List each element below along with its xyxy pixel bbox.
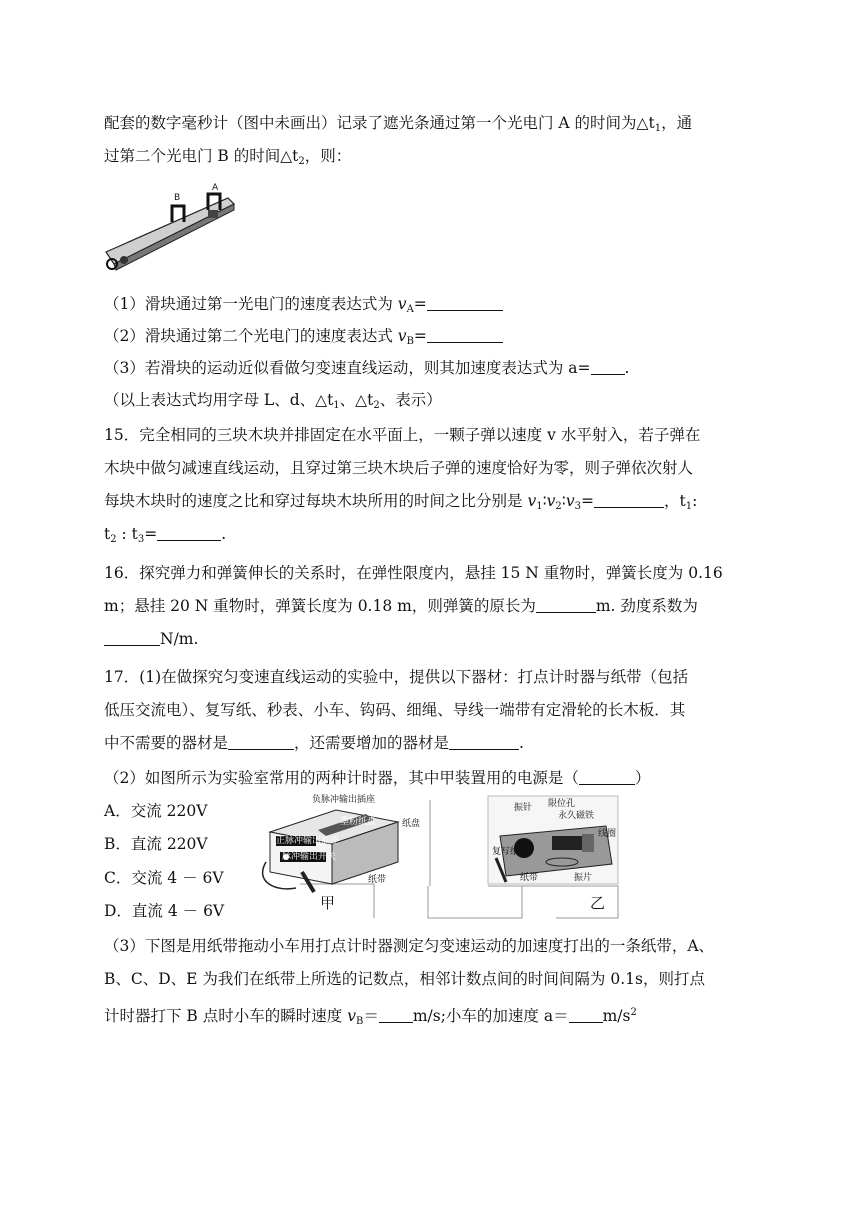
q14-part-3: （3）若滑块的运动近似看做匀变速直线运动，则其加速度表达式为 a= . bbox=[104, 359, 630, 377]
label-coil: 线圈 bbox=[598, 829, 617, 839]
timers-figure bbox=[256, 792, 628, 920]
label-pos-pulse: 正脉冲输出插座 bbox=[276, 836, 340, 846]
label-vibrating-plate: 振片 bbox=[574, 873, 593, 883]
intro-line-1: 配套的数字毫秒计（图中未画出）记录了遮光条通过第一个光电门 A 的时间为$\triangle t_1$，通 bbox=[104, 114, 693, 134]
label-vibrating-needle: 振针 bbox=[514, 803, 533, 813]
q16-line-1: 16．探究弹力和弹簧伸长的关系时，在弹性限度内，悬挂 15 N 重物时，弹簧长度为 0.16 bbox=[104, 564, 723, 582]
option-b[interactable]: B．直流 220V bbox=[104, 835, 208, 853]
q14-part-1: （1）滑块通过第一光电门的速度表达式为 $v_A=$ bbox=[104, 294, 503, 320]
q14-note: （以上表达式均用字母 L、d、$\triangle t_1$、$\triangle t_2$、表示） bbox=[104, 391, 442, 411]
q17-line-2: 低压交流电）、复写纸、秒表、小车、钩码、细绳、导线一端带有定滑轮的长木板．其 bbox=[104, 701, 686, 719]
q15-line-3: 每块木块时的速度之比和穿过每块木块所用的时间之比分别是 $v_1∶v_2∶v_3=$ ，$t_1$: bbox=[104, 492, 698, 512]
label-toner-disc: 墨粉纸盘 bbox=[340, 817, 377, 827]
label-carbon-paper: 复写纸 bbox=[492, 847, 520, 857]
q17-part-3-line-3: 计时器打下 B 点时小车的瞬时速度 $v_B= m/s$;小车的加速度 $a= m/s^2$ bbox=[104, 1007, 637, 1027]
label-tape-yi: 纸带 bbox=[520, 873, 539, 883]
q16-line-2: m；悬挂 20 N 重物时，弹簧长度为 0.18 m，则弹簧的原长为 m. 劲度系数为 bbox=[104, 597, 698, 615]
q17-part-3-line-2: B、C、D、E 为我们在纸带上所选的记数点，相邻计数点间的时间间隔为 0.1s，则打点 bbox=[104, 970, 705, 988]
answer-blank[interactable] bbox=[579, 770, 635, 785]
answer-blank[interactable] bbox=[228, 735, 294, 750]
label-paper-disc: 纸盘 bbox=[402, 819, 421, 829]
label-neg-pulse: 负脉冲输出插座 bbox=[312, 795, 376, 805]
q15-line-4: $t_2$ : $t_3=$ . bbox=[104, 525, 227, 545]
answer-blank[interactable] bbox=[594, 493, 664, 508]
answer-blank[interactable] bbox=[427, 328, 503, 343]
q17-line-3: 中不需要的器材是 ，还需要增加的器材是 . bbox=[104, 734, 524, 752]
q17-line-1: 17．(1)在做探究匀变速直线运动的实验中，提供以下器材：打点计时器与纸带（包括 bbox=[104, 668, 689, 686]
answer-blank[interactable] bbox=[591, 360, 625, 375]
answer-blank[interactable] bbox=[536, 598, 596, 613]
q15-line-2: 木块中做匀减速直线运动，且穿过第三块木块后子弹的速度恰好为零，则子弹依次射人 bbox=[104, 459, 694, 477]
q14-part-2: （2）滑块通过第二个光电门的速度表达式 $v_B=$ bbox=[104, 326, 503, 352]
label-magnet: 永久磁铁 bbox=[558, 811, 595, 821]
option-a[interactable]: A．交流 220V bbox=[104, 802, 208, 820]
option-c[interactable]: C．交流 4 － 6V bbox=[104, 869, 224, 887]
label-jia: 甲 bbox=[320, 894, 336, 912]
q16-line-3: N/m. bbox=[104, 629, 198, 649]
option-d[interactable]: D．直流 4 － 6V bbox=[104, 902, 225, 920]
timer-yi bbox=[488, 796, 618, 884]
q17-part-3-line-1: （3）下图是用纸带拖动小车用打点计时器测定匀变速运动的加速度打出的一条纸带，A、 bbox=[104, 937, 715, 955]
answer-blank[interactable] bbox=[157, 526, 221, 541]
answer-blank[interactable] bbox=[427, 296, 503, 311]
air-track-figure bbox=[102, 180, 236, 274]
intro-line-2: 过第二个光电门 B 的时间$\triangle t_2$，则： bbox=[104, 147, 352, 167]
q15-line-1: 15．完全相同的三块木块并排固定在水平面上，一颗子弹以速度 v 水平射入，若子弹在 bbox=[104, 426, 701, 444]
label-pulse-switch: 脉冲输出开关 bbox=[282, 852, 337, 862]
answer-blank[interactable] bbox=[104, 631, 160, 646]
answer-blank[interactable] bbox=[449, 735, 519, 750]
label-tape-jia: 纸带 bbox=[368, 875, 387, 885]
label-yi: 乙 bbox=[590, 894, 606, 912]
q17-part-2: （2）如图所示为实验室常用的两种计时器，其中甲装置用的电源是（ ） bbox=[104, 769, 651, 787]
timer-jia bbox=[263, 793, 420, 892]
fig-label-a: A bbox=[212, 183, 219, 193]
fig-label-b: B bbox=[174, 193, 181, 203]
label-limit-hole: 限位孔 bbox=[548, 799, 576, 809]
answer-blank[interactable] bbox=[379, 1008, 413, 1023]
answer-blank[interactable] bbox=[569, 1008, 603, 1023]
